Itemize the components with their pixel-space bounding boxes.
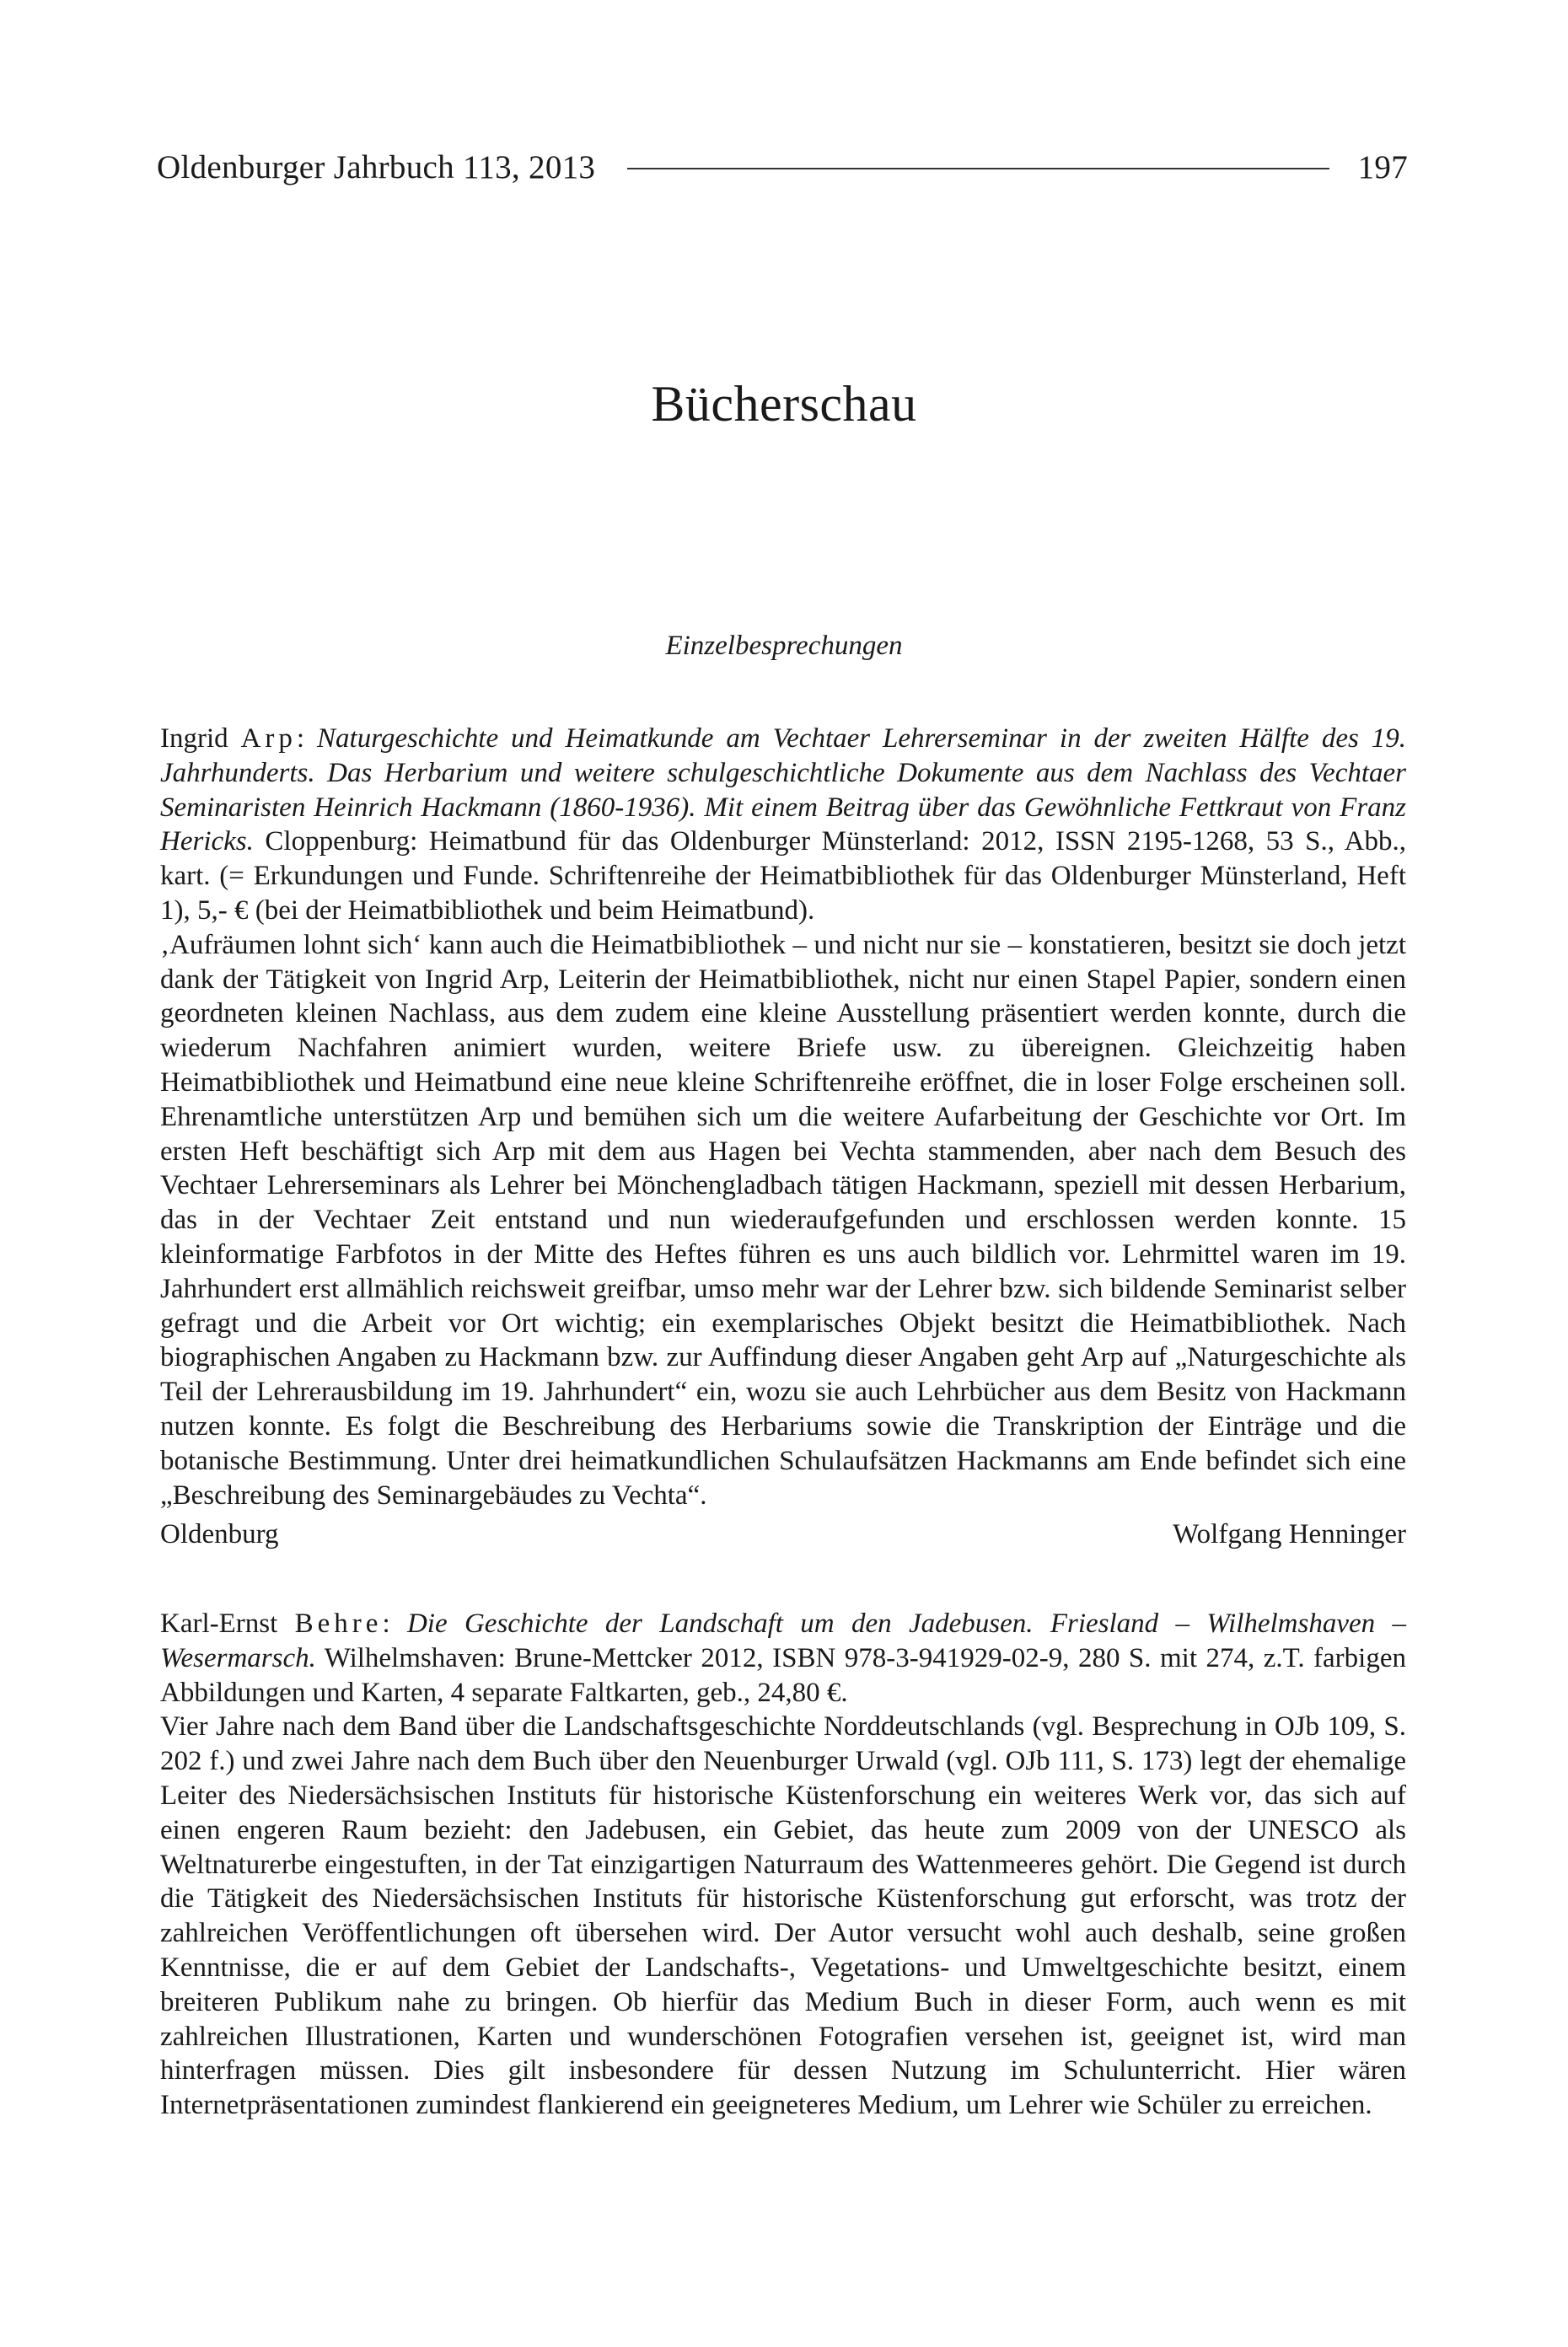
author-last-name: Arp [240,723,297,754]
review-body: ‚Aufräumen lohnt sich‘ kann auch die Heimatbibliothek – und nicht nur sie – konstatieren, besitzt sie doch jetzt dank der Tätigkeit von Ingrid Arp, Leiterin der Heimatbibliothek, nicht nur einen Stapel Papier, sondern einen geordneten kleinen Nachlass, aus dem zudem eine kleine Ausstellung präsentiert werden konnte, durch die wiederum Nachfahren animiert wurden, weitere Briefe usw. zu übereignen. Gleichzeitig haben Heimatbibliothek und Heimatbund eine neue kleine Schriftenreihe eröffnet, die in loser Folge erscheinen soll. Ehrenamtliche unterstützen Arp und bemühen sich um die weitere Aufarbeitung der Geschichte vor Ort. Im ersten Heft beschäftigt sich Arp mit dem aus Hagen bei Vechta stammenden, aber nach dem Besuch des Vechtaer Lehrerseminars als Lehrer bei Mönchengladbach tätigen Hackmann, speziell mit dessen Herbarium, das in der Vechtaer Zeit entstand und nun wiederaufgefunden und erschlossen werden konnte. 15 kleinformatige Farbfotos in der Mitte des Heftes führen es uns auch bildlich vor. Lehrmittel waren im 19. Jahrhundert erst allmählich reichsweit greifbar, umso mehr war der Lehrer bzw. sich bildende Seminarist selber gefragt und die Arbeit vor Ort wichtig; ein exemplarisches Objekt besitzt die Heimatbibliothek. Nach biographischen Angaben zu Hackmann bzw. zur Auffindung dieser Angaben geht Arp auf „Naturgeschichte als Teil der Lehrerausbildung im 19. Jahrhundert“ ein, wozu sie auch Lehrbücher aus dem Besitz von Hackmann nutzen konnte. Es folgt die Beschreibung des Herbariums sowie die Transkription der Einträge und die botanische Bestimmung. Unter drei heimatkundlichen Schulaufsätzen Hackmanns am Ende befindet sich eine „Beschreibung des Seminargebäudes zu Vechta“. [160,929,1406,1511]
bibliographic-entry [160,722,1406,928]
author-first-name: Ingrid [160,723,241,754]
publication-details: Wilhelmshaven: Brune-Mettcker 2012, ISBN 978-3-941929-02-9, 280 S. mit 274, z.T. farbigen Abbildungen und Karten, 4 separate Faltkarten, geb., 24,80 €. [160,1642,1406,1708]
subsection-title: Einzelbesprechungen [665,631,903,661]
book-title: Die Geschichte der Landschaft um den Jadebusen. Friesland – Wilhelmshaven – Wesermarsch. [160,1609,1406,1673]
review-arp [160,722,1406,1512]
review-body: Vier Jahre nach dem Band über die Landschaftsgeschichte Norddeutschlands (vgl. Besprechung in OJb 109, S. 202 f.) und zwei Jahre nach dem Buch über den Neuenburger Urwald (vgl. OJb 111, S. 173) legt der ehemalige Leiter des Niedersächsischen Instituts für historische Küstenforschung ein weiteres Werk vor, das sich auf einen engeren Raum bezieht: den Jadebusen, ein Gebiet, das heute zum 2009 von der UNESCO als Weltnaturerbe eingestuften, in der Tat einzigartigen Naturraum des Wattenmeeres gehört. Die Gegend ist durch die Tätigkeit des Niedersächsischen Instituts für historische Küstenforschung gut erforscht, was trotz der zahlreichen Veröffentlichungen oft übersehen wird. Der Autor versucht wohl auch deshalb, seine großen Kenntnisse, die er auf dem Gebiet der Landschafts-, Vegetations- und Umweltgeschichte besitzt, einem breiteren Publikum nahe zu bringen. Ob hierfür das Medium Buch in dieser Form, auch wenn es mit zahlreichen Illustrationen, Karten und wunderschönen Fotografien versehen ist, geeignet ist, wird man hinterfragen müssen. Dies gilt insbesondere für dessen Nutzung im Schulunterricht. Hier wären Internetpräsentationen zumindest flankierend ein geeigneteres Medium, um Lehrer wie Schüler zu erreichen. [160,1711,1406,2121]
running-header [157,142,1408,192]
book-title: Naturgeschichte und Heimatkunde am Vechtaer Lehrerseminar in der zweiten Hälfte des 19. Jahrhunderts. Das Herbarium und weitere schulgeschichtliche Dokumente aus dem Nachlass des Vechtaer Seminaristen Heinrich Hackmann (1860-1936). Mit einem Beitrag über das Gewöhnliche Fettkraut von Franz Hericks. [160,723,1407,857]
author-colon: : [382,1609,407,1639]
review-behre [160,1607,1406,2123]
reviewer-name: Wolfgang Henninger [1173,1519,1406,1549]
bibliographic-entry [160,1607,1406,1710]
journal-title: Oldenburger Jahrbuch 113, 2013 [157,148,596,185]
reviewer-place: Oldenburg [160,1519,279,1549]
author-colon: : [296,723,318,754]
section-title: Bücherschau [651,376,917,432]
header-rule [627,168,1329,169]
author-last-name: Behre [294,1609,383,1639]
publication-details: Cloppenburg: Heimatbund für das Oldenburger Münsterland: 2012, ISSN 2195-1268, 53 S., Abb., kart. (= Erkundungen und Funde. Schriftenreihe der Heimatbibliothek für das Oldenburger Münsterland, Heft 1), 5,- € (bei der Heimatbibliothek und beim Heimatbund). [160,826,1406,926]
page-number: 197 [1357,148,1408,185]
review-signature [160,1517,1406,1551]
author-first-name: Karl-Ernst [160,1609,295,1639]
